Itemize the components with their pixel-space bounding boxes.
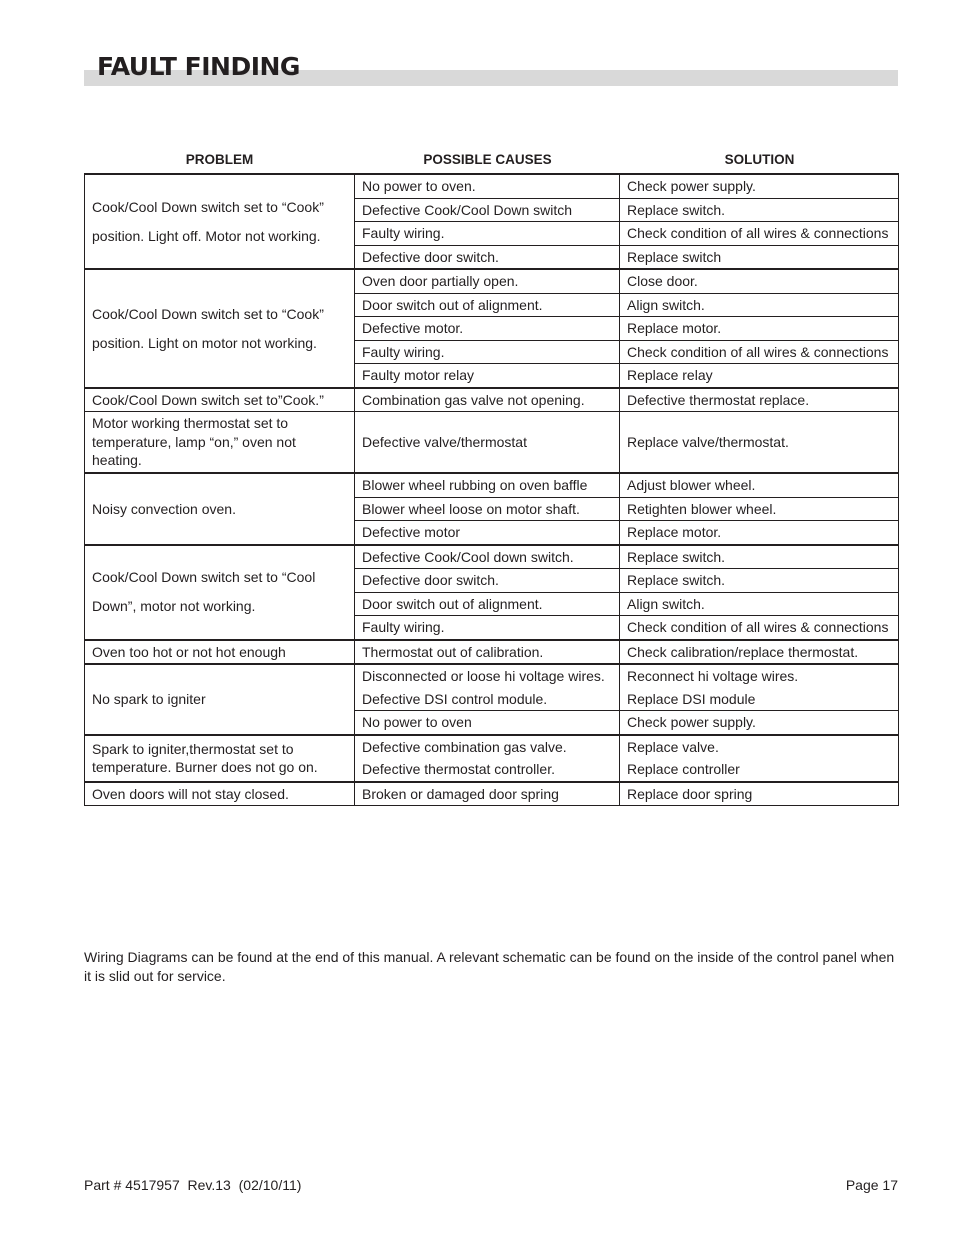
- problem-cell: [85, 269, 355, 388]
- solution-cell: Check condition of all wires & connections: [620, 340, 899, 364]
- cause-cell: Faulty motor relay: [355, 364, 620, 388]
- solution-cell: Align switch.: [620, 592, 899, 616]
- solution-cell: Retighten blower wheel.: [620, 497, 899, 521]
- cause-cell: Defective motor: [355, 521, 620, 545]
- header-solution: SOLUTION: [724, 152, 795, 167]
- table-row: [85, 473, 899, 497]
- solution-cell: Replace switch.: [620, 545, 899, 569]
- cause-cell: Oven door partially open.: [355, 269, 620, 293]
- solution-cell: Replace motor.: [620, 317, 899, 341]
- solution-cell: Check condition of all wires & connections: [620, 222, 899, 246]
- table-row: [85, 174, 899, 198]
- problem-line: Cook/Cool Down switch set to “Cool: [92, 569, 316, 586]
- table-row: [85, 388, 899, 412]
- cause-cell: Defective valve/thermostat: [355, 412, 620, 474]
- table-row: [85, 782, 899, 806]
- problem-cell: No spark to igniter: [85, 664, 355, 735]
- table-row: [85, 545, 899, 569]
- solution-cell: Replace motor.: [620, 521, 899, 545]
- solution-cell: Replace door spring: [620, 782, 899, 806]
- solution-cell: Replace switch: [620, 245, 899, 269]
- cause-cell: Defective thermostat controller.: [355, 758, 620, 782]
- cause-cell: Combination gas valve not opening.: [355, 388, 620, 412]
- problem-cell: Spark to igniter,thermostat set to temperature. Burner does not go on.: [85, 735, 355, 782]
- table-row: [85, 640, 899, 665]
- problem-cell: Oven too hot or not hot enough: [85, 640, 355, 665]
- solution-cell: Replace relay: [620, 364, 899, 388]
- page-title: FAULT FINDING: [97, 52, 300, 81]
- problem-line: Down”, motor not working.: [92, 598, 256, 615]
- problem-line: Cook/Cool Down switch set to “Cook”: [92, 305, 324, 322]
- header-problem: PROBLEM: [185, 152, 254, 167]
- problem-line: position. Light off. Motor not working.: [92, 227, 321, 244]
- solution-cell: Replace switch.: [620, 569, 899, 593]
- wiring-note: Wiring Diagrams can be found at the end of this manual. A relevant schematic can be found on the inside of the control panel when it is slid out for service.: [84, 949, 895, 984]
- table-row: [85, 664, 899, 688]
- solution-cell: Align switch.: [620, 293, 899, 317]
- cause-cell: No power to oven.: [355, 174, 620, 198]
- cause-cell: Blower wheel rubbing on oven baffle: [355, 473, 620, 497]
- problem-cell: [85, 545, 355, 640]
- cause-cell: Defective door switch.: [355, 569, 620, 593]
- problem-line: Cook/Cool Down switch set to “Cook”: [92, 198, 324, 215]
- cause-cell: No power to oven: [355, 711, 620, 735]
- page-number: Page 17: [845, 1177, 898, 1193]
- cause-cell: Defective Cook/Cool down switch.: [355, 545, 620, 569]
- problem-cell: [85, 174, 355, 269]
- solution-cell: Close door.: [620, 269, 899, 293]
- solution-cell: Check power supply.: [620, 711, 899, 735]
- table-row: [85, 269, 899, 293]
- solution-cell: Check condition of all wires & connections: [620, 616, 899, 640]
- header-causes: POSSIBLE CAUSES: [423, 152, 552, 167]
- problem-cell: Oven doors will not stay closed.: [85, 782, 355, 806]
- table-row: [85, 735, 899, 759]
- cause-cell: Faulty wiring.: [355, 340, 620, 364]
- problem-cell: Noisy convection oven.: [85, 473, 355, 545]
- cause-cell: Door switch out of alignment.: [355, 592, 620, 616]
- solution-cell: Check power supply.: [620, 174, 899, 198]
- solution-cell: Replace DSI module: [620, 688, 899, 711]
- solution-cell: Defective thermostat replace.: [620, 388, 899, 412]
- cause-cell: Defective Cook/Cool Down switch: [355, 198, 620, 222]
- solution-cell: Reconnect hi voltage wires.: [620, 664, 899, 688]
- cause-cell: Door switch out of alignment.: [355, 293, 620, 317]
- cause-cell: Defective motor.: [355, 317, 620, 341]
- solution-cell: Check calibration/replace thermostat.: [620, 640, 899, 665]
- cause-cell: Disconnected or loose hi voltage wires.: [355, 664, 620, 688]
- solution-cell: Adjust blower wheel.: [620, 473, 899, 497]
- cause-cell: Broken or damaged door spring: [355, 782, 620, 806]
- cause-cell: Blower wheel loose on motor shaft.: [355, 497, 620, 521]
- cause-cell: Faulty wiring.: [355, 616, 620, 640]
- solution-cell: Replace controller: [620, 758, 899, 782]
- table-row: [85, 412, 899, 474]
- cause-cell: Defective door switch.: [355, 245, 620, 269]
- part-number: Part # 4517957 Rev.13 (02/10/11): [84, 1177, 302, 1193]
- cause-cell: Defective DSI control module.: [355, 688, 620, 711]
- problem-cell: Cook/Cool Down switch set to”Cook.”: [85, 388, 355, 412]
- cause-cell: Faulty wiring.: [355, 222, 620, 246]
- solution-cell: Replace valve.: [620, 735, 899, 759]
- fault-table: [84, 173, 899, 806]
- cause-cell: Thermostat out of calibration.: [355, 640, 620, 665]
- solution-cell: Replace switch.: [620, 198, 899, 222]
- problem-line: position. Light on motor not working.: [92, 334, 317, 351]
- problem-cell: Motor working thermostat set to temperature, lamp “on,” oven not heating.: [85, 412, 355, 474]
- cause-cell: Defective combination gas valve.: [355, 735, 620, 759]
- solution-cell: Replace valve/thermostat.: [620, 412, 899, 474]
